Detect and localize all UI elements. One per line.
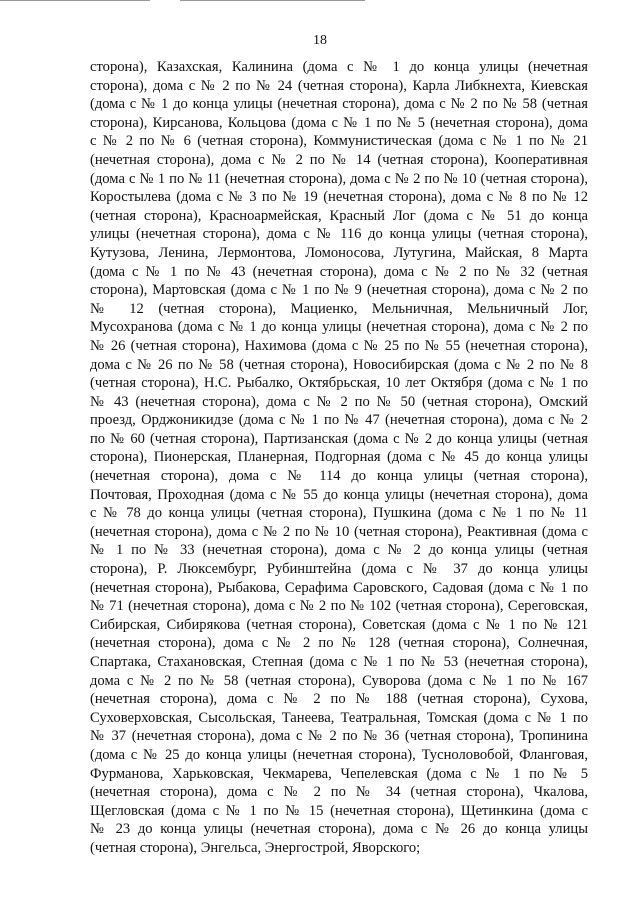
text-line: № 1 по № 33 (нечетная сторона), дома с № 2 до конца улицы (четная xyxy=(90,542,588,559)
text-line: (нечетная сторона), дома с № 2 по № 34 (четная сторона), Чкалова, xyxy=(90,784,588,801)
text-line: с № 78 до конца улицы (четная сторона), Пушкина (дома с № 1 по № 11 xyxy=(90,505,588,522)
text-line: (нечетная сторона), дома с № 2 по № 128 (четная сторона), Солнечная, xyxy=(90,635,588,652)
text-line: № 26 (четная сторона), Нахимова (дома с № 25 по № 55 (нечетная сторона), xyxy=(90,337,588,354)
text-line: сторона), дома с № 2 по № 24 (четная сторона), Карла Либкнехта, Киевская xyxy=(90,77,588,94)
text-line: сторона), Мартовская (дома с № 1 по № 9 (нечетная сторона), дома с № 2 по xyxy=(90,282,588,299)
text-line: сторона), Р. Люксембург, Рубинштейна (дома с № 37 до конца улицы xyxy=(90,561,588,578)
text-line: сторона), Казахская, Калинина (дома с № 1 до конца улицы (нечетная xyxy=(90,59,588,75)
text-line: Почтовая, Проходная (дома с № 55 до конца улицы (нечетная сторона), дома xyxy=(90,486,588,503)
text-line: Щегловская (дома с № 1 по № 15 (нечетная сторона), Щетинкина (дома с xyxy=(90,802,588,819)
text-line: (нечетная сторона), дома с № 2 по № 10 (четная сторона), Реактивная (дома с xyxy=(90,523,588,540)
text-line: Кутузова, Ленина, Лермонтова, Ломоносова, Лутугина, Майская, 8 Марта xyxy=(90,244,588,261)
text-line: № 43 (нечетная сторона), дома с № 2 по № 50 (четная сторона), Омский xyxy=(90,393,588,410)
text-line: (нечетная сторона), Рыбакова, Серафима Саровского, Садовая (дома с № 1 по xyxy=(90,579,588,596)
text-line: улицы (нечетная сторона), дома с № 116 до конца улицы (четная сторона), xyxy=(90,226,588,243)
text-line: дома с № 26 по № 58 (четная сторона), Новосибирская (дома с № 2 по № 8 xyxy=(90,356,588,373)
text-line: сторона), Кирсанова, Кольцова (дома с № 1 по № 5 (нечетная сторона), дома xyxy=(90,114,588,131)
scan-border-line xyxy=(0,0,640,2)
text-line: по № 60 (четная сторона), Партизанская (дома с № 2 до конца улицы (четная xyxy=(90,430,588,447)
text-line: дома с № 2 по № 58 (четная сторона), Суворова (дома с № 1 по № 167 xyxy=(90,672,588,689)
text-line: проезд, Орджоникидзе (дома с № 1 по № 47 (нечетная сторона), дома с № 2 xyxy=(90,412,588,429)
text-line: № 12 (четная сторона), Мациенко, Мельничная, Мельничный Лог, xyxy=(90,300,588,317)
text-line: (дома с № 1 по № 43 (нечетная сторона), дома с № 2 по № 32 (четная xyxy=(90,263,588,280)
text-line: № 71 (нечетная сторона), дома с № 2 по № 102 (четная сторона), Сереговская, xyxy=(90,598,588,615)
text-line: Спартака, Стахановская, Степная (дома с № 1 по № 53 (нечетная сторона), xyxy=(90,654,588,670)
text-line: Сибирская, Сибирякова (четная сторона), Советская (дома с № 1 по № 121 xyxy=(90,616,588,633)
text-line: (четная сторона), Н.С. Рыбалко, Октябрьская, 10 лет Октября (дома с № 1 по xyxy=(90,375,588,392)
text-line: (четная сторона), Энгельса, Энергострой, Яворского; xyxy=(90,839,421,856)
text-line: с № 2 по № 6 (четная сторона), Коммунистическая (дома с № 1 по № 21 xyxy=(90,133,588,150)
text-line: (дома с № 25 до конца улицы (нечетная сторона), Тусноловобой, Фланговая, xyxy=(90,746,588,763)
text-line: (нечетная сторона), дома с № 2 по № 188 (четная сторона), Сухова, xyxy=(90,691,588,708)
body-paragraph xyxy=(90,58,588,858)
text-line: № 37 (нечетная сторона), дома с № 2 по № 36 (четная сторона), Тропинина xyxy=(90,728,588,745)
scan-line-segment xyxy=(0,0,150,1)
text-line: (дома с № 1 до конца улицы (нечетная сторона), дома с № 2 по № 58 (четная xyxy=(90,96,588,113)
text-line: (четная сторона), Красноармейская, Красный Лог (дома с № 51 до конца xyxy=(90,207,588,224)
text-line: Коростылева (дома с № 3 по № 19 (нечетная сторона), дома с № 8 по № 12 xyxy=(90,189,588,206)
page-number: 18 xyxy=(313,33,327,48)
text-line: (нечетная сторона), дома с № 114 до конца улицы (четная сторона), xyxy=(90,468,588,485)
text-line: (нечетная сторона), дома с № 2 по № 14 (четная сторона), Кооперативная xyxy=(90,151,588,168)
text-line: сторона), Пионерская, Планерная, Подгорная (дома с № 45 до конца улицы xyxy=(90,449,588,466)
text-line: (дома с № 1 по № 11 (нечетная сторона), дома с № 2 по № 10 (четная сторона), xyxy=(90,170,588,187)
text-line: № 23 до конца улицы (нечетная сторона), дома с № 26 до конца улицы xyxy=(90,821,588,838)
text-line: Мусохранова (дома с № 1 до конца улицы (нечетная сторона), дома с № 2 по xyxy=(90,319,588,336)
text-line: Фурманова, Харьковская, Чекмарева, Чепелевская (дома с № 1 по № 5 xyxy=(90,765,588,782)
text-line: Суховерховская, Сысольская, Танеева, Театральная, Томская (дома с № 1 по xyxy=(90,709,588,726)
scan-line-segment xyxy=(180,0,365,1)
